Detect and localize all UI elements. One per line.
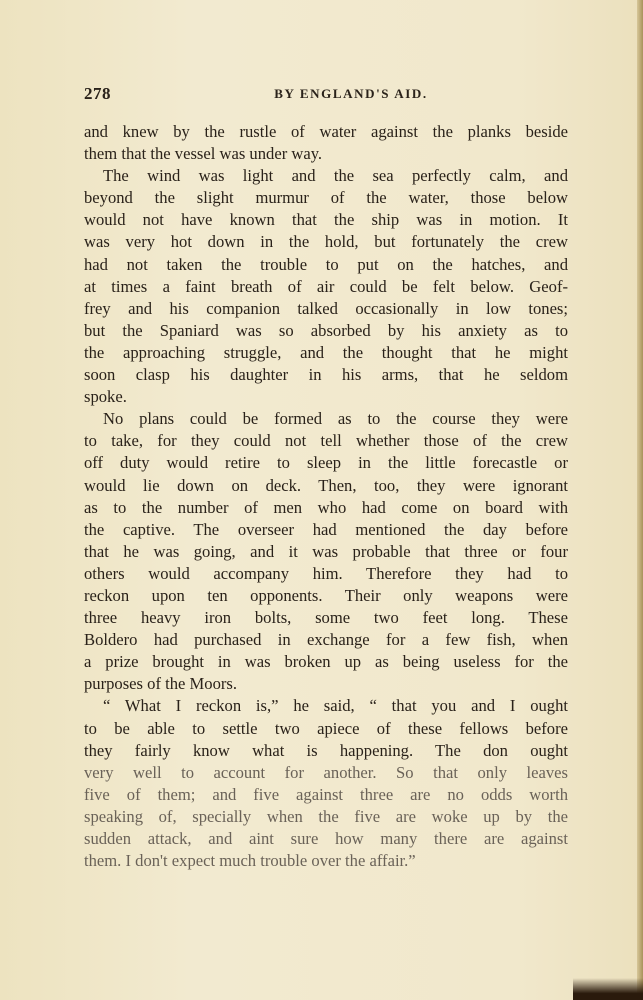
- text-line: and knew by the rustle of water against the planks beside: [84, 122, 568, 141]
- text-line: had not taken the trouble to put on the hatches, and: [84, 254, 568, 274]
- text-line: a prize brought in was broken up as being useless for the: [84, 652, 568, 672]
- text-line: would lie down on deck. Then, too, they were ignorant: [84, 475, 568, 495]
- text-line: No plans could be formed as to the course they were: [103, 409, 568, 429]
- text-line: three heavy iron bolts, some two feet long. These: [84, 608, 568, 628]
- text-line: five of them; and five against three are no odds worth: [84, 784, 568, 804]
- text-line: they fairly know what is happening. The don ought: [84, 740, 568, 760]
- text-line: the approaching struggle, and the thought that he might: [84, 342, 568, 362]
- text-line: frey and his companion talked occasionally in low tones;: [84, 298, 568, 318]
- text-line: spoke.: [84, 387, 127, 407]
- text-line: would not have known that the ship was in motion. It: [84, 210, 568, 230]
- text-line: “ What I reckon is,” he said, “ that you and I ought: [103, 696, 568, 716]
- text-line: soon clasp his daughter in his arms, that he seldom: [84, 365, 568, 385]
- text-line: was very hot down in the hold, but fortunately the crew: [84, 232, 568, 252]
- text-line: but the Spaniard was so absorbed by his anxiety as to: [84, 320, 568, 340]
- text-line: at times a faint breath of air could be felt below. Geof-: [84, 276, 568, 296]
- text-line: The wind was light and the sea perfectly calm, and: [103, 166, 568, 186]
- page-number: 278: [84, 84, 111, 103]
- text-line: them. I don't expect much trouble over the affair.”: [84, 851, 416, 871]
- text-line: as to the number of men who had come on board with: [84, 497, 568, 517]
- page-header: [84, 84, 568, 108]
- text-line: that he was going, and it was probable that three or four: [84, 541, 568, 561]
- text-line: to take, for they could not tell whether those of the crew: [84, 431, 568, 451]
- text-line: to be able to settle two apiece of these fellows before: [84, 718, 568, 738]
- text-line: purposes of the Moors.: [84, 674, 238, 694]
- text-line: them that the vessel was under way.: [84, 144, 323, 164]
- text-line: Boldero had purchased in exchange for a few fish, when: [84, 630, 568, 650]
- running-title: BY ENGLAND'S AID.: [274, 86, 428, 101]
- text-line: beyond the slight murmur of the water, those below: [84, 188, 568, 208]
- text-line: the captive. The overseer had mentioned the day before: [84, 519, 568, 539]
- text-line: reckon upon ten opponents. Their only weapons were: [84, 585, 568, 605]
- text-line: very well to account for another. So that only leaves: [84, 762, 568, 782]
- text-line: off duty would retire to sleep in the little forecastle or: [84, 453, 568, 473]
- body-text: [84, 121, 568, 872]
- page-corner-shadow: [573, 978, 643, 1000]
- text-line: others would accompany him. Therefore they had to: [84, 563, 568, 583]
- text-line: sudden attack, and aint sure how many there are against: [84, 829, 568, 848]
- text-line: speaking of, specially when the five are woke up by the: [84, 806, 568, 826]
- page-spine-edge: [637, 0, 643, 1000]
